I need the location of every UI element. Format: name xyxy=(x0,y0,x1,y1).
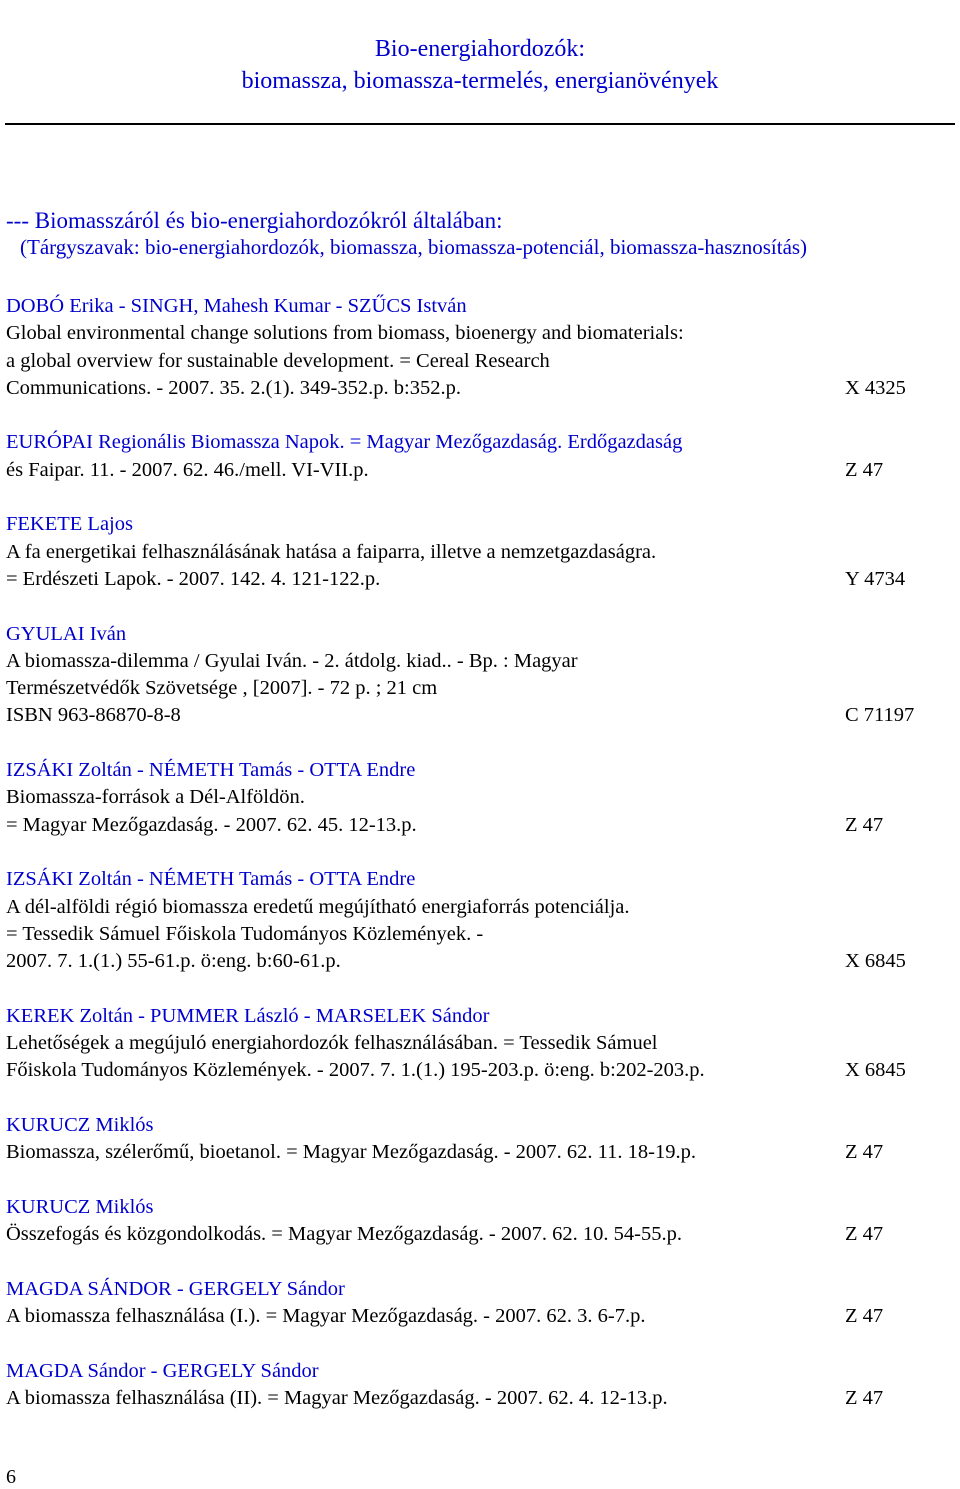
bibliography-entry xyxy=(6,621,946,730)
entry-text-line: Természetvédők Szövetsége , [2007]. - 72 p. ; 21 cm xyxy=(6,677,438,700)
entry-author: MAGDA SÁNDOR - GERGELY Sándor xyxy=(6,1277,345,1300)
bibliography-entry xyxy=(6,757,946,839)
entry-text-line: Biomassza, szélerőmű, bioetanol. = Magyar Mezőgazdaság. - 2007. 62. 11. 18-19.p. xyxy=(6,1141,696,1164)
entry-call-number: Z 47 xyxy=(845,1223,884,1246)
entry-text-line: Lehetőségek a megújuló energiahordozók felhasználásában. = Tessedik Sámuel xyxy=(6,1032,658,1055)
entry-call-number: Z 47 xyxy=(845,1304,884,1327)
bibliography-list xyxy=(6,293,946,1439)
entry-text-line: Biomassza-források a Dél-Alföldön. xyxy=(6,786,305,809)
header-divider xyxy=(5,123,955,125)
entry-author: GYULAI Iván xyxy=(6,622,127,645)
header-subtitle: biomassza, biomassza-termelés, energianövények xyxy=(241,68,719,94)
entry-call-number: Z 47 xyxy=(845,813,884,836)
header-title: Bio-energiahordozók: xyxy=(374,36,586,62)
page-header xyxy=(0,33,960,97)
entry-text-line: Communications. - 2007. 35. 2.(1). 349-352.p. b:352.p. xyxy=(6,376,461,399)
entry-author: FEKETE Lajos xyxy=(6,513,133,536)
entry-text-line: Főiskola Tudományos Közlemények. - 2007. 7. 1.(1.) 195-203.p. ö:eng. b:202-203.p. xyxy=(6,1059,705,1082)
bibliography-entry xyxy=(6,1276,946,1331)
entry-text-line: ISBN 963-86870-8-8 xyxy=(6,704,181,727)
entry-author: MAGDA Sándor - GERGELY Sándor xyxy=(6,1359,319,1382)
entry-text-line: A fa energetikai felhasználásának hatása a faiparra, illetve a nemzetgazdaságra. xyxy=(6,540,657,563)
entry-author: KURUCZ Miklós xyxy=(6,1113,154,1136)
entry-call-number: C 71197 xyxy=(845,704,915,727)
entry-text-line: és Faipar. 11. - 2007. 62. 46./mell. VI-VII.p. xyxy=(6,458,369,481)
entry-text-line: = Tessedik Sámuel Főiskola Tudományos Közlemények. - xyxy=(6,922,484,945)
entry-call-number: X 6845 xyxy=(845,950,906,973)
entry-text-line: = Magyar Mezőgazdaság. - 2007. 62. 45. 12-13.p. xyxy=(6,813,417,836)
bibliography-entry xyxy=(6,293,946,402)
entry-call-number: Z 47 xyxy=(845,1141,884,1164)
section-title: --- Biomasszáról és bio-energiahordozókról általában: xyxy=(6,208,503,233)
bibliography-entry xyxy=(6,1003,946,1085)
entry-text-line: Global environmental change solutions from biomass, bioenergy and biomaterials: xyxy=(6,322,684,345)
entry-text-line: A biomassza felhasználása (I.). = Magyar Mezőgazdaság. - 2007. 62. 3. 6-7.p. xyxy=(6,1304,646,1327)
section-keywords: (Tárgyszavak: bio-energiahordozók, biomassza, biomassza-potenciál, biomassza-hasznosítás) xyxy=(20,235,808,259)
entry-text-line: 2007. 7. 1.(1.) 55-61.p. ö:eng. b:60-61.p. xyxy=(6,950,341,973)
bibliography-entry xyxy=(6,511,946,593)
entry-author: IZSÁKI Zoltán - NÉMETH Tamás - OTTA Endre xyxy=(6,868,416,891)
bibliography-entry xyxy=(6,1112,946,1167)
entry-text-line: Összefogás és közgondolkodás. = Magyar Mezőgazdaság. - 2007. 62. 10. 54-55.p. xyxy=(6,1223,682,1246)
entry-text-line: = Erdészeti Lapok. - 2007. 142. 4. 121-122.p. xyxy=(6,567,381,590)
entry-text-line: A biomassza felhasználása (II). = Magyar Mezőgazdaság. - 2007. 62. 4. 12-13.p. xyxy=(6,1386,668,1409)
entry-text-line: a global overview for sustainable development. = Cereal Research xyxy=(6,349,550,372)
entry-author: DOBÓ Erika - SINGH, Mahesh Kumar - SZŰCS István xyxy=(6,295,467,317)
bibliography-entry xyxy=(6,429,946,484)
page-number: 6 xyxy=(6,1466,16,1488)
entry-author: KURUCZ Miklós xyxy=(6,1195,154,1218)
entry-author: IZSÁKI Zoltán - NÉMETH Tamás - OTTA Endre xyxy=(6,759,416,782)
entry-text-line: A biomassza-dilemma / Gyulai Iván. - 2. átdolg. kiad.. - Bp. : Magyar xyxy=(6,649,578,672)
bibliography-entry xyxy=(6,1358,946,1413)
entry-author: KEREK Zoltán - PUMMER László - MARSELEK Sándor xyxy=(6,1004,490,1027)
entry-call-number: Y 4734 xyxy=(845,567,906,590)
bibliography-entry xyxy=(6,866,946,975)
entry-call-number: X 6845 xyxy=(845,1059,906,1082)
bibliography-entry xyxy=(6,1194,946,1249)
entry-call-number: Z 47 xyxy=(845,1386,884,1409)
entry-author: EURÓPAI Regionális Biomassza Napok. = Magyar Mezőgazdaság. Erdőgazdaság xyxy=(6,431,683,454)
entry-text-line: A dél-alföldi régió biomassza eredetű megújítható energiaforrás potenciálja. xyxy=(6,895,630,918)
section-header xyxy=(6,207,946,261)
entry-call-number: Z 47 xyxy=(845,458,884,481)
entry-call-number: X 4325 xyxy=(845,376,906,399)
